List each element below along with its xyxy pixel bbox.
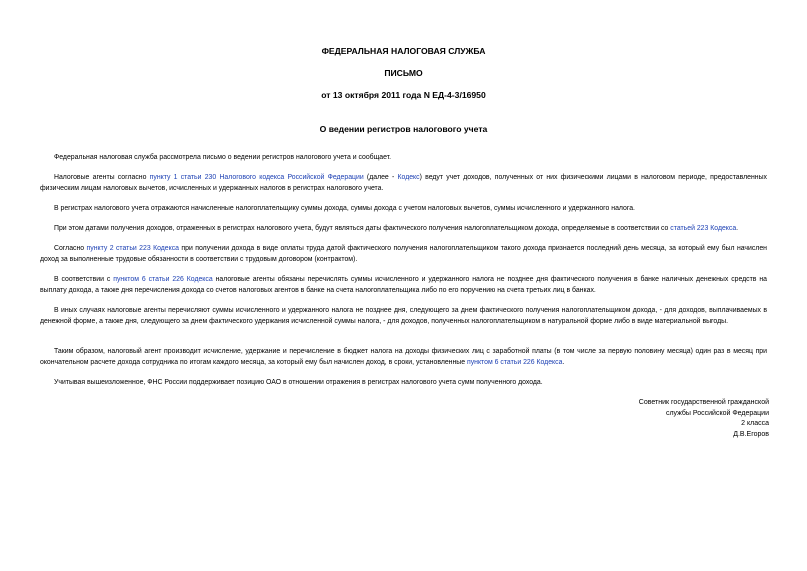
paragraph-6-text-a: В соответствии с (54, 276, 114, 283)
paragraph-7: В иных случаях налоговые агенты перечисляют суммы исчисленного и удержанного налога не позднее дня, следующего за днем фактического получения налогоплательщиком дохода, - для доходов, выплачиваемых в денежной форме, а также дня, следующего за днем фактического удержания исчисленной суммы налога, - для доходов, полученных налогоплательщиком в натуральной форме либо в виде материальной выгоды. (40, 307, 767, 325)
paragraph-2-text-c: ) ведут учет доходов, полученных от них физическими лицами в налоговом периоде, предоставленных физическим лицам налоговых вычетов, исчисленных и удержанных налогов в регистрах налогового учета. (40, 174, 767, 192)
paragraph-5-text-a: Согласно (54, 245, 87, 252)
paragraph-6-text-b: налоговые агенты обязаны перечислять суммы исчисленного и удержанного налога не позднее дня фактического получения в банке наличных денежных средств на выплату дохода, а также дня перечисления дохода со счетов налоговых агентов в банке на счета налогоплательщика либо по его поручению на счета третьих лиц в банках. (40, 276, 767, 294)
paragraph-1: Федеральная налоговая служба рассмотрела письмо о ведении регистров налогового учета и сообщает. (54, 154, 392, 161)
org-title: ФЕДЕРАЛЬНАЯ НАЛОГОВАЯ СЛУЖБА (321, 46, 486, 56)
paragraph-4-text-b: . (736, 225, 739, 232)
paragraph-2-text-a: Налоговые агенты согласно (54, 174, 150, 181)
paragraph-6 (40, 274, 767, 296)
paragraph-8 (40, 346, 767, 368)
paragraph-4-text-a: При этом датами получения доходов, отраженных в регистрах налогового учета, будут являться даты фактического получения налогоплательщиком дохода, определяемые в соответствии со (54, 225, 671, 232)
paragraph-2 (40, 172, 767, 194)
signature-block (569, 398, 769, 440)
link-article-223[interactable]: статьей 223 Кодекса (670, 225, 737, 232)
paragraph-3: В регистрах налогового учета отражаются начисленные налогоплательщику суммы дохода, суммы дохода с учетом налоговых вычетов, суммы исчисленного и удержанного налога. (54, 205, 635, 212)
link-article-230[interactable]: пункту 1 статьи 230 Налогового кодекса Российской Федерации (149, 174, 364, 181)
signature-class: 2 класса (741, 420, 769, 427)
doc-subject: О ведении регистров налогового учета (319, 124, 488, 134)
paragraph-5-text-b: при получении дохода в виде оплаты труда датой фактического получения налогоплательщиком такого дохода признается последний день месяца, за который ему был начислен доход за выполненные трудовые обязанности в соответствии с трудовым договором (контрактом). (40, 245, 767, 263)
paragraph-9: Учитывая вышеизложенное, ФНС России поддерживает позицию ОАО в отношении отражения в регистрах налогового учета сумм полученного дохода. (54, 379, 543, 386)
signatory-name: Д.В.Егоров (733, 430, 769, 438)
link-kodeks[interactable]: Кодекс (397, 174, 420, 181)
doc-date-number: от 13 октября 2011 года N ЕД-4-3/16950 (321, 90, 486, 100)
paragraph-2-text-b: (далее - (363, 174, 398, 181)
doc-type: ПИСЬМО (384, 68, 423, 78)
signature-position-line-2: службы Российской Федерации (665, 409, 769, 417)
paragraph-8-text-b: . (562, 359, 565, 366)
signature-position-line-1: Советник государственной гражданской (638, 399, 769, 406)
link-article-226-point-6-b[interactable]: пунктом 6 статьи 226 Кодекса (466, 359, 563, 366)
link-article-223-point-2[interactable]: пункту 2 статьи 223 Кодекса (86, 245, 180, 252)
link-article-226-point-6[interactable]: пунктом 6 статьи 226 Кодекса (113, 276, 213, 283)
paragraph-5 (40, 243, 767, 265)
paragraph-4 (40, 223, 767, 234)
paragraph-8-text-a: Таким образом, налоговый агент производит исчисление, удержание и перечисление в бюджет налога на доходы физических лиц с заработной платы (в том числе за первую половину месяца) один раз в месяц при окончательном расчете дохода сотрудника по итогам каждого месяца, за который ему был начислен доход, в сроки, установленные (40, 348, 767, 366)
